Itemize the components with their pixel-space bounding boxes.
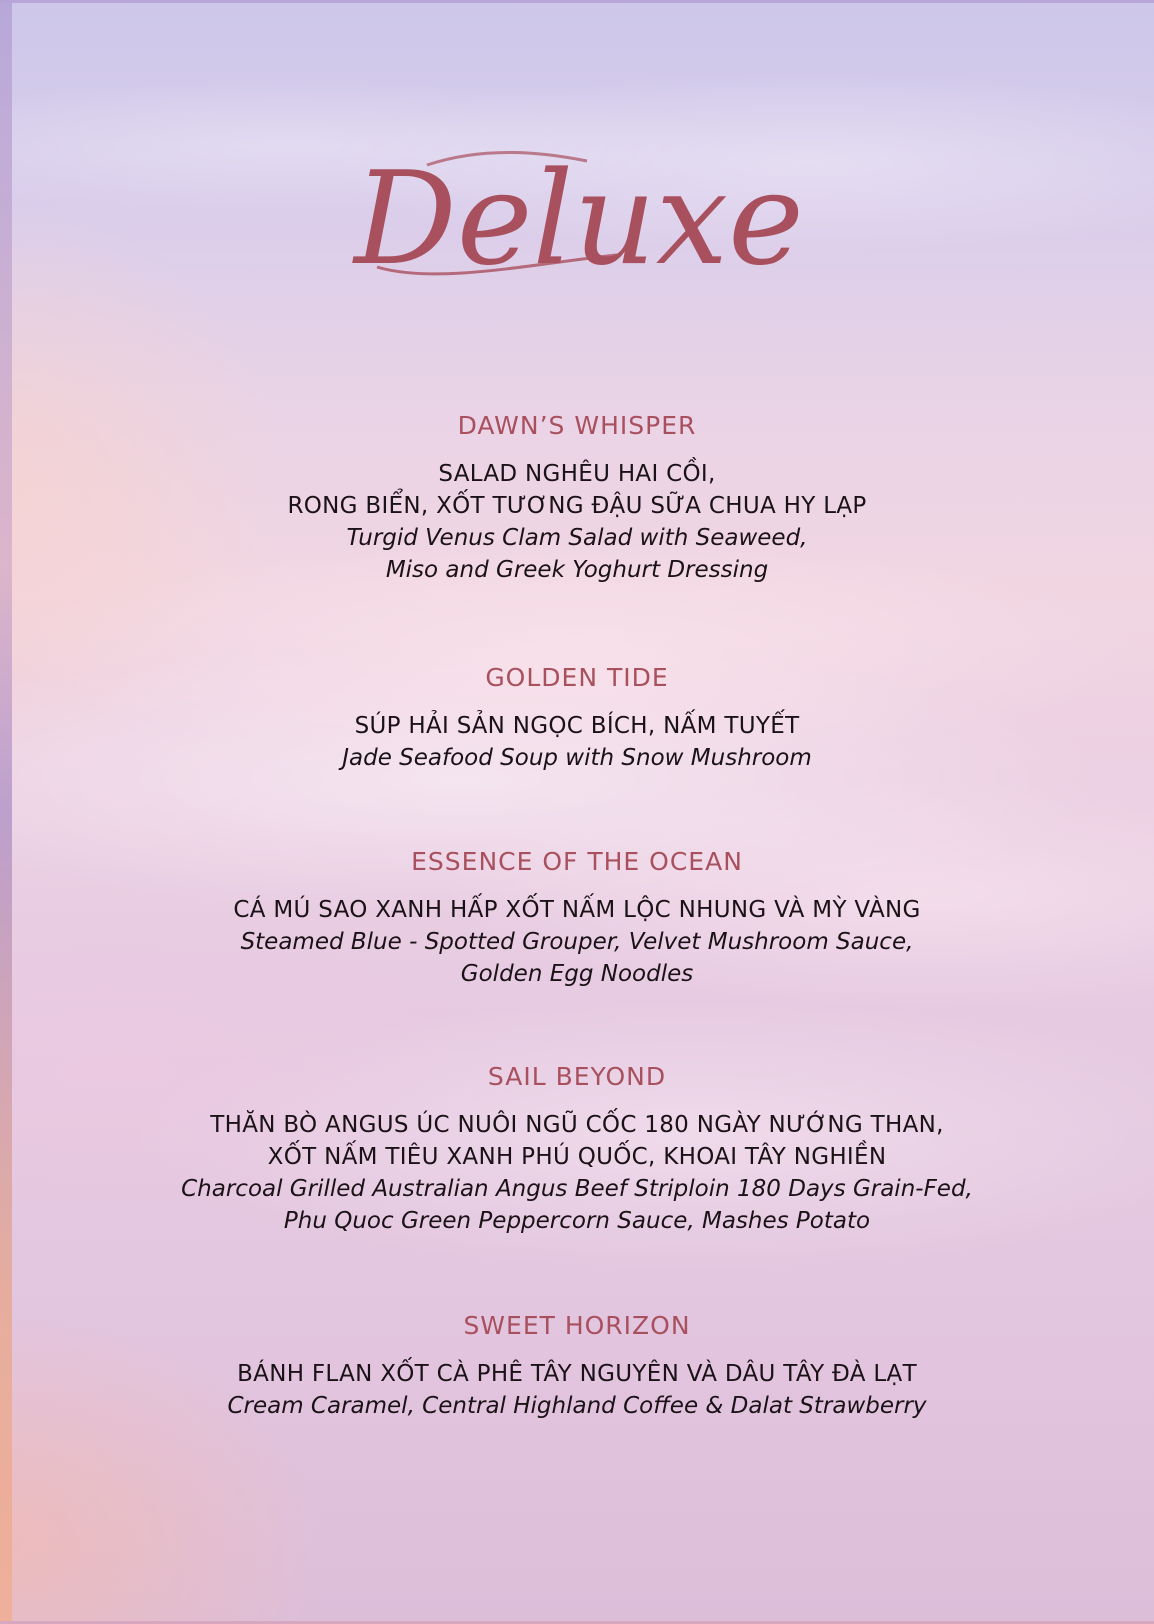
dish-name-en: Jade Seafood Soup with Snow Mushroom: [342, 745, 812, 771]
dish-name-en: Phu Quoc Green Peppercorn Sauce, Mashes Potato: [283, 1208, 871, 1234]
course-title: SWEET HORIZON: [463, 1311, 691, 1340]
top-border: [0, 0, 1154, 3]
dish-name-vn: XỐT NẤM TIÊU XANH PHÚ QUỐC, KHOAI TÂY NGHIỀN: [267, 1144, 887, 1170]
course-sweet-horizon: [0, 1310, 1154, 1422]
dish-name-vn: BÁNH FLAN XỐT CÀ PHÊ TÂY NGUYÊN VÀ DÂU TÂY ĐÀ LẠT: [237, 1361, 917, 1387]
dish-name-en: Steamed Blue - Spotted Grouper, Velvet Mushroom Sauce,: [240, 929, 914, 955]
dish-name-en: Charcoal Grilled Australian Angus Beef Striploin 180 Days Grain-Fed,: [181, 1176, 973, 1202]
deluxe-logo-svg: [317, 135, 837, 295]
dish-name-vn: SÚP HẢI SẢN NGỌC BÍCH, NẤM TUYẾT: [354, 713, 800, 739]
dish-name-en: Miso and Greek Yoghurt Dressing: [385, 557, 769, 583]
course-title: GOLDEN TIDE: [485, 663, 669, 692]
dish-name-vn: CÁ MÚ SAO XANH HẤP XỐT NẤM LỘC NHUNG VÀ MỲ VÀNG: [233, 897, 921, 923]
course-essence-of-the-ocean: [0, 846, 1154, 990]
dish-name-en: Turgid Venus Clam Salad with Seaweed,: [346, 525, 808, 551]
deluxe-script-logo: [0, 135, 1154, 295]
course-golden-tide: [0, 662, 1154, 774]
dish-name-en: Cream Caramel, Central Highland Coffee & Dalat Strawberry: [227, 1393, 927, 1419]
dish-name-vn: SALAD NGHÊU HAI CỒI,: [438, 461, 716, 487]
dish-name-vn: RONG BIỂN, XỐT TƯƠNG ĐẬU SỮA CHUA HY LẠP: [287, 493, 867, 519]
deluxe-logo-text: Deluxe: [354, 145, 804, 294]
course-title: ESSENCE OF THE OCEAN: [411, 847, 743, 876]
course-title: DAWN’S WHISPER: [457, 411, 697, 440]
course-title: SAIL BEYOND: [487, 1062, 667, 1091]
dish-name-en: Golden Egg Noodles: [460, 961, 694, 987]
dish-name-vn: THĂN BÒ ANGUS ÚC NUÔI NGŨ CỐC 180 NGÀY NƯỚNG THAN,: [210, 1112, 944, 1138]
course-sail-beyond: [0, 1061, 1154, 1237]
course-dawns-whisper: [0, 410, 1154, 586]
